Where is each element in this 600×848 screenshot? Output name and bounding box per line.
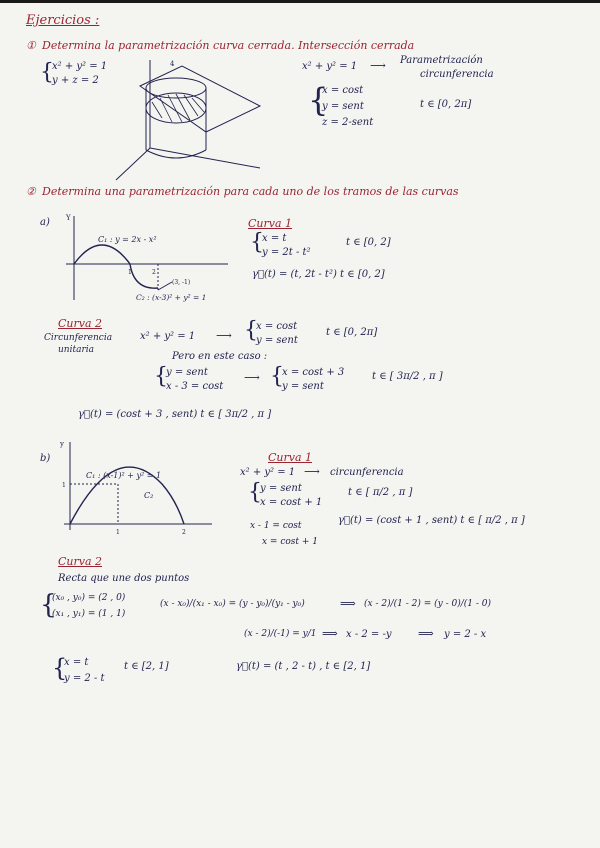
- b-curva2-step5: y = 2 - x: [444, 629, 487, 640]
- a-curva2-caseparam-brace: {: [270, 364, 284, 389]
- ex1-number: ①: [26, 39, 36, 52]
- a-curva1-heading: Curva 1: [248, 217, 293, 230]
- a-graph-point-leader: [158, 282, 172, 290]
- ex1-circle-eq: x² + y² = 1: [302, 61, 358, 72]
- b-curva2-note: Recta que une dos puntos: [58, 573, 190, 584]
- a-graph-y-label: Y: [66, 214, 71, 222]
- b-curva1-sub2: x = cost + 1: [262, 537, 319, 547]
- a-curva2-param-brace: {: [244, 318, 258, 343]
- a-curva2-note: Pero en este caso :: [172, 351, 268, 362]
- sketch-x-axis: [116, 148, 150, 180]
- ex1-note-line2: circunferencia: [420, 69, 494, 80]
- part-a-graph: [62, 212, 232, 307]
- sketch-hatching: [152, 94, 204, 122]
- b-curva2-heading: Curva 2: [58, 555, 103, 568]
- b-curva2-arrow: ⟹: [340, 597, 356, 610]
- a-curva2-vector: γ⃗(t) = (cost + 3 , sent) t ∈ [ 3π/2 , π ]: [78, 409, 272, 420]
- b-curva2-arrow2: ⟹: [322, 627, 338, 640]
- b-curva1-arrow: ⟶: [304, 465, 320, 478]
- ex1-statement: Determina la parametrización curva cerrada. Intersección cerrada: [42, 39, 415, 52]
- a-curva2-param-x: x = cost: [256, 321, 298, 332]
- a-curva1-vector: γ⃗(t) = (t, 2t - t²) t ∈ [0, 2]: [252, 269, 385, 280]
- b-curva1-eq-note: circunferencia: [330, 467, 404, 478]
- b-curva2-final-range: t ∈ [2, 1]: [124, 661, 169, 672]
- b-curva2-step4: x - 2 = -y: [346, 629, 392, 640]
- a-graph-c1-curve: [74, 245, 130, 264]
- b-curva2-final-x: x = t: [64, 657, 89, 668]
- ex2-statement: Determina una parametrización para cada uno de los tramos de las curvas: [42, 185, 459, 198]
- b-curva1-vector: γ⃗(t) = (cost + 1 , sent) t ∈ [ π/2 , π ]: [338, 515, 525, 526]
- a-curva2-caseparam-x: x = cost + 3: [282, 367, 345, 378]
- a-curva1-y: y = 2t - t²: [262, 247, 311, 258]
- a-curva2-arrow: ⟶: [216, 329, 232, 342]
- ex1-system-brace: {: [40, 60, 54, 85]
- ex1-system-eq1: x² + y² = 1: [52, 61, 108, 72]
- b-curva1-heading: Curva 1: [268, 451, 313, 464]
- a-curva2-range: t ∈ [0, 2π]: [326, 327, 378, 338]
- a-curva2-case-x: x - 3 = cost: [166, 381, 224, 392]
- a-curva2-eq: x² + y² = 1: [140, 331, 196, 342]
- a-curva2-case-range: t ∈ [ 3π/2 , π ]: [372, 371, 443, 382]
- b-graph-tick-1: 1: [116, 529, 120, 536]
- part-a-label: a): [40, 217, 50, 228]
- a-graph-c2-label: C₂ : (x-3)² + y² = 1: [136, 293, 207, 302]
- ex1-note-line1: Parametrización: [400, 55, 483, 66]
- b-curva1-brace: {: [248, 480, 262, 505]
- sketch-cyl-top: [146, 78, 206, 98]
- ex1-arrow: ⟶: [370, 59, 386, 72]
- a-graph-tick-1: 1: [128, 269, 132, 276]
- a-curva1-x: x = t: [262, 233, 287, 244]
- page-title: Ejercicios :: [26, 13, 100, 28]
- a-graph-c1-label: C₁ : y = 2x - x²: [98, 235, 157, 244]
- sketch-label: 4: [170, 60, 175, 68]
- ex1-range: t ∈ [0, 2π]: [420, 99, 472, 110]
- a-curva1-brace: {: [250, 230, 264, 255]
- b-curva2-step2: (x - 2)/(1 - 2) = (y - 0)/(1 - 0): [364, 599, 491, 609]
- b-curva2-step3: (x - 2)/(-1) = y/1: [244, 629, 317, 639]
- a-curva2-case-brace: {: [154, 364, 168, 389]
- b-graph-tick-y: 1: [62, 482, 66, 489]
- part-b-graph: [56, 438, 216, 538]
- a-curva2-side2: unitaria: [58, 345, 94, 355]
- ex1-param-y: y = sent: [322, 101, 364, 112]
- ex1-sketch: [110, 56, 270, 186]
- ex1-param-x: x = cost: [322, 85, 364, 96]
- b-curva1-x: x = cost + 1: [260, 497, 323, 508]
- b-curva2-points-brace: {: [40, 590, 57, 620]
- ex1-param-brace: {: [308, 81, 329, 119]
- a-graph-point: (3, -1): [172, 279, 191, 286]
- ex1-param-z: z = 2-sent: [322, 117, 374, 128]
- a-curva2-caseparam-y: y = sent: [282, 381, 324, 392]
- b-curva2-final-y: y = 2 - t: [64, 673, 105, 684]
- top-rule: [0, 0, 600, 3]
- a-graph-c2-curve: [130, 264, 158, 288]
- b-curva2-point0: (x₀ , y₀) = (2 , 0): [52, 593, 126, 603]
- b-curva2-point1: (x₁ , y₁) = (1 , 1): [52, 609, 126, 619]
- a-curva2-param-y: y = sent: [256, 335, 298, 346]
- a-curva2-side1: Circunferencia: [44, 333, 113, 343]
- b-curva2-arrow3: ⟹: [418, 627, 434, 640]
- b-curva1-sub1: x - 1 = cost: [250, 521, 302, 531]
- b-graph-tick-2: 2: [182, 529, 186, 536]
- a-curva1-range: t ∈ [0, 2]: [346, 237, 391, 248]
- b-graph-c2-label: C₂: [144, 491, 154, 500]
- b-graph-c1-label: C₁ : (x-1)² + y² = 1: [86, 471, 162, 480]
- ex1-system-eq2: y + z = 2: [52, 75, 99, 86]
- b-graph-y-label: y: [60, 440, 64, 448]
- b-curva2-vector: γ⃗(t) = (t , 2 - t) , t ∈ [2, 1]: [236, 661, 371, 672]
- part-b-label: b): [40, 453, 51, 464]
- a-curva2-case-y: y = sent: [166, 367, 208, 378]
- b-curva2-final-brace: {: [52, 654, 68, 682]
- b-curva2-step1: (x - x₀)/(x₁ - x₀) = (y - y₀)/(y₁ - y₀): [160, 599, 305, 609]
- a-curva2-arrow2: ⟶: [244, 371, 260, 384]
- ex2-number: ②: [26, 185, 36, 198]
- b-curva1-range: t ∈ [ π/2 , π ]: [348, 487, 413, 498]
- a-curva2-heading: Curva 2: [58, 317, 103, 330]
- b-curva1-eq: x² + y² = 1: [240, 467, 296, 478]
- a-graph-tick-2: 2: [152, 269, 156, 276]
- b-curva1-y: y = sent: [260, 483, 302, 494]
